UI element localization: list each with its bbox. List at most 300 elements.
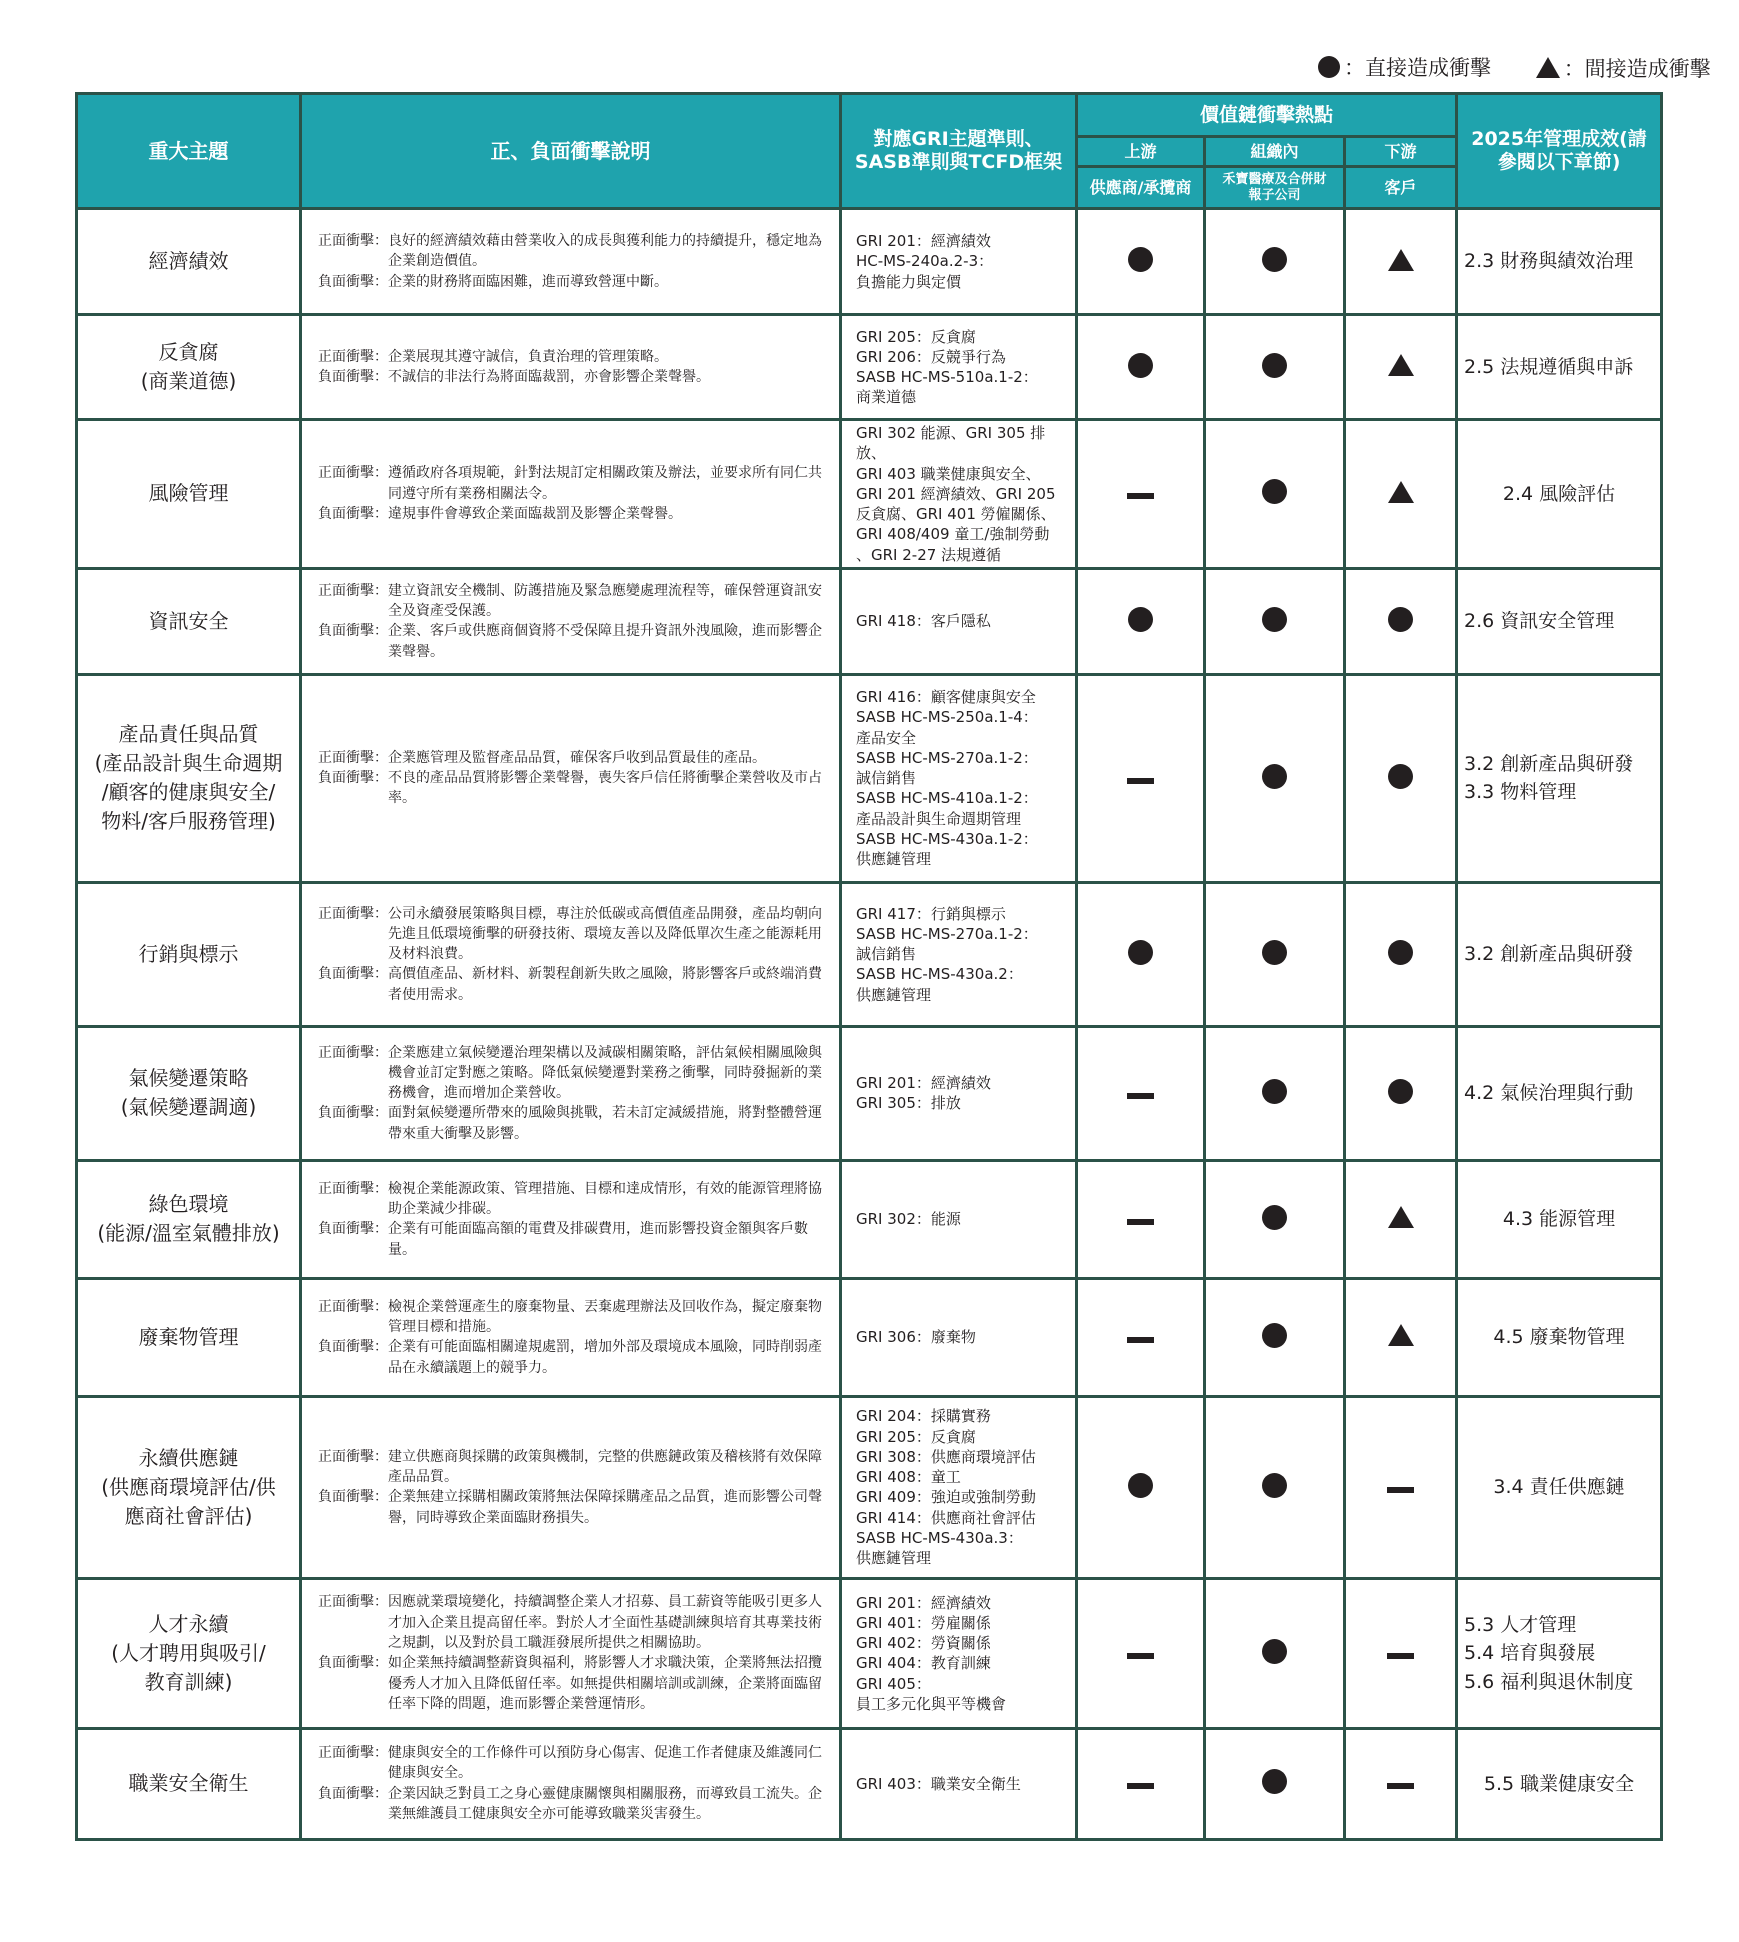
gri-line: GRI 302 能源、GRI 305 排放、 <box>856 424 1046 463</box>
filled-circle-icon <box>1262 1473 1287 1498</box>
gri-line: GRI 416：顧客健康與安全 <box>856 688 1036 707</box>
impact-text: 企業、客戶或供應商個資將不受保障且提升資訊外洩風險，進而影響企業聲譽。 <box>388 623 822 660</box>
impact-text: 因應就業環境變化，持續調整企業人才招募、員工薪資等能吸引更多人才加入企業且提高留任率。對於人才全面性基礎訓練與培育其專業技術之規劃，以及對於員工職涯發展所提供之相關協助。 <box>388 1594 822 1651</box>
result-cell <box>1457 1578 1662 1728</box>
dash-icon <box>1127 778 1154 784</box>
topic-line: /顧客的健康與安全/ <box>101 780 276 805</box>
table-row <box>77 1578 1662 1728</box>
gri-line: SASB HC-MS-270a.1-2： <box>856 924 1038 943</box>
result-cell <box>1457 1160 1662 1278</box>
filled-circle-icon <box>1262 479 1287 504</box>
topic-line: 永續供應鏈 <box>138 1445 239 1470</box>
topic-line: (供應商環境評估/供 <box>101 1474 276 1499</box>
result-cell <box>1457 1278 1662 1396</box>
impact-label: 正面衝擊： <box>318 1448 388 1465</box>
supplier-mark-cell <box>1077 1160 1205 1278</box>
gri-line: GRI 205：反貪腐 <box>856 1427 976 1446</box>
supplier-mark-cell <box>1077 1278 1205 1396</box>
impact-label: 負面衝擊： <box>318 506 388 523</box>
gri-line: 員工多元化與平等機會 <box>856 1694 1007 1713</box>
gri-line: GRI 408/409 童工/強制勞動 <box>856 525 1050 544</box>
customer-mark-cell <box>1345 882 1457 1026</box>
gri-cell <box>841 1026 1077 1160</box>
customer-mark-cell <box>1345 209 1457 315</box>
result-cell <box>1457 882 1662 1026</box>
impact-line <box>318 1743 831 1784</box>
topic-line: 資訊安全 <box>148 608 229 633</box>
dash-icon <box>1127 1219 1154 1225</box>
gri-line: GRI 205：反貪腐 <box>856 327 976 346</box>
impact-line <box>318 504 831 524</box>
table-row <box>77 420 1662 569</box>
header-internal: 組織內 <box>1205 137 1345 167</box>
impact-text: 遵循政府各項規範，針對法規訂定相關政策及辦法，並要求所有同仁共同遵守所有業務相關法令。 <box>388 465 822 502</box>
header-hotspot: 價值鏈衝擊熱點 <box>1077 94 1457 137</box>
gri-cell <box>841 1578 1077 1728</box>
impact-text: 企業有可能面臨相關違規處罰，增加外部及環境成本風險，同時削弱產品在永續議題上的競爭力。 <box>388 1339 822 1376</box>
dash-icon <box>1387 1653 1414 1659</box>
result-cell <box>1457 420 1662 569</box>
result-cell <box>1457 1396 1662 1578</box>
filled-circle-icon <box>1388 1079 1413 1104</box>
customer-mark-cell <box>1345 1578 1457 1728</box>
triangle-icon <box>1388 249 1414 271</box>
impact-label: 負面衝擊： <box>318 1221 388 1238</box>
topic-cell <box>77 420 301 569</box>
topic-cell <box>77 1026 301 1160</box>
result-line: 5.4 培育與發展 <box>1464 1642 1596 1664</box>
filled-circle-icon <box>1262 764 1287 789</box>
impact-line <box>318 1447 831 1488</box>
impact-line <box>318 272 831 292</box>
gri-line: 反貪腐、GRI 401 勞僱關係、 <box>856 505 1056 523</box>
filled-circle-icon <box>1128 1473 1153 1498</box>
topic-line: 教育訓練) <box>144 1669 233 1694</box>
impact-line <box>318 1297 831 1338</box>
impact-cell <box>301 1728 841 1839</box>
topic-cell <box>77 1396 301 1578</box>
gri-line: GRI 408：童工 <box>856 1468 961 1486</box>
supplier-mark-cell <box>1077 1396 1205 1578</box>
table-row <box>77 568 1662 674</box>
filled-circle-icon <box>1128 940 1153 965</box>
impact-label: 負面衝擊： <box>318 273 388 290</box>
impact-cell <box>301 315 841 420</box>
result-cell <box>1457 674 1662 882</box>
result-line: 2.4 風險評估 <box>1502 482 1616 505</box>
header-subsidiary <box>1205 167 1345 209</box>
impact-label: 負面衝擊： <box>318 1655 388 1672</box>
gri-line: SASB HC-MS-250a.1-4： <box>856 708 1038 727</box>
topic-line: 人才永續 <box>148 1611 229 1636</box>
header-impact: 正、負面衝擊說明 <box>301 94 841 209</box>
gri-line: 、GRI 2-27 法規遵循 <box>856 545 1002 564</box>
result-line: 4.3 能源管理 <box>1502 1208 1616 1230</box>
impact-line <box>318 1653 831 1714</box>
supplier-mark-cell <box>1077 674 1205 882</box>
gri-line: 供應鏈管理 <box>856 985 932 1004</box>
filled-circle-icon <box>1262 1769 1287 1794</box>
result-line: 5.5 職業健康安全 <box>1483 1772 1635 1795</box>
supplier-mark-cell <box>1077 568 1205 674</box>
filled-circle-icon <box>1388 764 1413 789</box>
filled-circle-icon <box>1262 940 1287 965</box>
customer-mark-cell <box>1345 420 1457 569</box>
impact-text: 違規事件會導致企業面臨裁罰及影響企業聲譽。 <box>388 506 682 523</box>
gri-line: SASB HC-MS-430a.2： <box>856 965 1023 984</box>
gri-line: GRI 201：經濟績效 <box>856 1074 991 1092</box>
impact-label: 正面衝擊： <box>318 1044 388 1061</box>
impact-text: 建立資訊安全機制、防護措施及緊急應變處理流程等，確保營運資訊安全及資產受保護。 <box>388 582 822 619</box>
impact-text: 高價值產品、新材料、新製程創新失敗之風險，將影響客戶或終端消費者使用需求。 <box>388 966 822 1003</box>
header-gri <box>841 94 1077 209</box>
impact-label: 正面衝擊： <box>318 749 388 766</box>
gri-cell <box>841 315 1077 420</box>
gri-line: GRI 417：行銷與標示 <box>856 904 1006 923</box>
result-line: 4.2 氣候治理與行動 <box>1464 1082 1634 1104</box>
impact-text: 企業因缺乏對員工之身心靈健康關懷與相關服務，而導致員工流失。企業無維護員工健康與安全亦可能導致職業災害發生。 <box>388 1785 822 1823</box>
gri-cell <box>841 674 1077 882</box>
filled-circle-icon <box>1128 607 1153 632</box>
filled-circle-icon <box>1128 247 1153 272</box>
result-line: 4.5 廢棄物管理 <box>1493 1326 1625 1348</box>
impact-line <box>318 347 831 367</box>
topic-line: (商業道德) <box>140 369 237 393</box>
topic-cell <box>77 315 301 420</box>
customer-mark-cell <box>1345 1160 1457 1278</box>
result-line: 3.4 責任供應鏈 <box>1493 1476 1625 1498</box>
gri-line: 供應鏈管理 <box>856 1549 932 1567</box>
impact-line <box>318 1487 831 1528</box>
result-line: 5.6 福利與退休制度 <box>1464 1670 1634 1693</box>
subsidiary-mark-cell <box>1205 674 1345 882</box>
gri-cell <box>841 1278 1077 1396</box>
gri-line: SASB HC-MS-510a.1-2： <box>856 368 1038 386</box>
impact-text: 企業有可能面臨高額的電費及排碳費用，進而影響投資金額與客戶數量。 <box>388 1221 808 1258</box>
customer-mark-cell <box>1345 1396 1457 1578</box>
topic-line: (人才聘用與吸引/ <box>111 1640 266 1665</box>
table-row <box>77 1278 1662 1396</box>
result-line: 3.2 創新產品與研發 <box>1464 943 1634 965</box>
impact-text: 檢視企業能源政策、管理措施、目標和達成情形，有效的能源管理將協助企業減少排碳。 <box>388 1180 822 1217</box>
customer-mark-cell <box>1345 568 1457 674</box>
impact-text: 企業應建立氣候變遷治理架構以及減碳相關策略，評估氣候相關風險與機會並訂定對應之策略。降低氣候變遷對業務之衝擊，同時發掘新的業務機會，進而增加企業營收。 <box>388 1044 822 1102</box>
supplier-mark-cell <box>1077 209 1205 315</box>
gri-line: GRI 305：排放 <box>856 1094 961 1113</box>
filled-circle-icon <box>1262 247 1287 272</box>
topic-cell <box>77 882 301 1026</box>
gri-cell <box>841 568 1077 674</box>
impact-text: 檢視企業營運產生的廢棄物量、丟棄處理辦法及回收作為，擬定廢棄物管理目標和措施。 <box>388 1298 822 1335</box>
table-row <box>77 674 1662 882</box>
subsidiary-mark-cell <box>1205 1160 1345 1278</box>
legend <box>1280 52 1711 83</box>
topic-line: 行銷與標示 <box>138 941 239 966</box>
impact-text: 健康與安全的工作條件可以預防身心傷害、促進工作者健康及維護同仁健康與安全。 <box>388 1745 822 1782</box>
impact-label: 負面衝擊： <box>318 1339 388 1356</box>
impact-label: 正面衝擊： <box>318 1745 388 1762</box>
gri-cell <box>841 1396 1077 1578</box>
topic-line: 反貪腐 <box>158 340 219 364</box>
gri-line: GRI 409：強迫或強制勞動 <box>856 1488 1036 1507</box>
gri-line: GRI 306：廢棄物 <box>856 1328 976 1347</box>
supplier-mark-cell <box>1077 420 1205 569</box>
impact-label: 負面衝擊： <box>318 623 388 640</box>
filled-circle-icon <box>1262 1639 1287 1664</box>
impact-text: 不良的產品品質將影響企業聲譽，喪失客戶信任將衝擊企業營收及市占率。 <box>388 770 822 807</box>
gri-line: GRI 201 經濟績效、GRI 205 <box>856 484 1056 503</box>
filled-circle-icon <box>1262 607 1287 632</box>
gri-line: 商業道德 <box>856 388 917 407</box>
triangle-icon <box>1388 1324 1414 1346</box>
table-row <box>77 882 1662 1026</box>
filled-circle-icon <box>1262 1205 1287 1230</box>
impact-line <box>318 581 831 622</box>
impact-cell <box>301 209 841 315</box>
filled-circle-icon <box>1262 1323 1287 1348</box>
impact-line <box>318 1592 831 1653</box>
dash-icon <box>1127 1093 1154 1099</box>
triangle-icon <box>1536 57 1560 78</box>
subsidiary-mark-cell <box>1205 1026 1345 1160</box>
gri-line: GRI 403 職業健康與安全、 <box>856 464 1041 483</box>
gri-line: 產品安全 <box>856 728 917 747</box>
subsidiary-mark-cell <box>1205 1578 1345 1728</box>
header-topic: 重大主題 <box>77 94 301 209</box>
filled-circle-icon <box>1318 56 1340 78</box>
table-row <box>77 1160 1662 1278</box>
topic-line: (氣候變遷調適) <box>120 1095 257 1120</box>
supplier-mark-cell <box>1077 1578 1205 1728</box>
table-body <box>77 209 1662 1840</box>
result-line: 3.3 物料管理 <box>1464 781 1577 804</box>
gri-line: 誠信銷售 <box>856 945 917 964</box>
result-cell <box>1457 209 1662 315</box>
impact-label: 正面衝擊： <box>318 1298 388 1315</box>
gri-line: GRI 201：經濟績效 <box>856 232 991 251</box>
impact-text: 面對氣候變遷所帶來的風險與挑戰，若未訂定減緩措施，將對整體營運帶來重大衝擊及影響。 <box>388 1105 822 1142</box>
gri-line: GRI 201：經濟績效 <box>856 1593 991 1612</box>
gri-line: GRI 404：教育訓練 <box>856 1654 991 1673</box>
customer-mark-cell <box>1345 1026 1457 1160</box>
gri-line: 負擔能力與定價 <box>856 272 962 291</box>
topic-cell <box>77 1728 301 1839</box>
impact-label: 正面衝擊： <box>318 1180 388 1197</box>
topic-cell <box>77 209 301 315</box>
legend-indirect <box>1536 53 1711 83</box>
legend-direct <box>1318 52 1491 82</box>
impact-label: 負面衝擊： <box>318 1785 388 1802</box>
impact-cell <box>301 1578 841 1728</box>
topic-cell <box>77 674 301 882</box>
header-gri-text: 對應GRI主題準則、SASB準則與TCFD框架 <box>854 128 1063 173</box>
customer-mark-cell <box>1345 315 1457 420</box>
impact-cell <box>301 420 841 569</box>
legend-indirect-label: ：間接造成衝擊 <box>1563 56 1711 81</box>
impact-cell <box>301 568 841 674</box>
gri-line: GRI 204：採購實務 <box>856 1407 991 1426</box>
result-cell <box>1457 1026 1662 1160</box>
subsidiary-mark-cell <box>1205 315 1345 420</box>
gri-line: SASB HC-MS-270a.1-2： <box>856 748 1038 767</box>
topic-line: 綠色環境 <box>148 1192 229 1217</box>
impact-line <box>318 1043 831 1104</box>
header-subsidiary-text: 禾寶醫療及合併財報子公司 <box>1222 171 1327 203</box>
supplier-mark-cell <box>1077 315 1205 420</box>
impact-label: 正面衝擊： <box>318 905 388 922</box>
result-cell <box>1457 1728 1662 1839</box>
filled-circle-icon <box>1128 353 1153 378</box>
triangle-icon <box>1388 1206 1414 1228</box>
impact-label: 正面衝擊： <box>318 465 388 482</box>
topic-cell <box>77 1578 301 1728</box>
result-line: 2.3 財務與績效治理 <box>1464 250 1634 273</box>
header-upstream: 上游 <box>1077 137 1205 167</box>
gri-cell <box>841 420 1077 569</box>
gri-line: 供應鏈管理 <box>856 850 932 869</box>
customer-mark-cell <box>1345 1728 1457 1839</box>
impact-label: 負面衝擊： <box>318 770 388 787</box>
impact-cell <box>301 1026 841 1160</box>
impact-line <box>318 748 831 768</box>
impact-cell <box>301 882 841 1026</box>
gri-line: SASB HC-MS-410a.1-2： <box>856 789 1038 808</box>
impact-label: 正面衝擊： <box>318 348 388 365</box>
gri-cell <box>841 882 1077 1026</box>
subsidiary-mark-cell <box>1205 1396 1345 1578</box>
supplier-mark-cell <box>1077 1728 1205 1839</box>
triangle-icon <box>1388 354 1414 376</box>
material-topics-table <box>75 92 1663 1841</box>
legend-direct-label: ：直接造成衝擊 <box>1344 56 1491 80</box>
impact-text: 企業應管理及監督產品品質，確保客戶收到品質最佳的產品。 <box>388 749 766 766</box>
supplier-mark-cell <box>1077 882 1205 1026</box>
dash-icon <box>1127 1783 1154 1789</box>
dash-icon <box>1127 1653 1154 1659</box>
topic-line: 應商社會評估) <box>124 1503 253 1528</box>
impact-line <box>318 768 831 809</box>
impact-cell <box>301 674 841 882</box>
customer-mark-cell <box>1345 674 1457 882</box>
gri-line: GRI 308：供應商環境評估 <box>856 1447 1036 1466</box>
impact-label: 負面衝擊： <box>318 1105 388 1122</box>
dash-icon <box>1387 1783 1414 1789</box>
topic-cell <box>77 568 301 674</box>
gri-line: 誠信銷售 <box>856 769 917 788</box>
impact-line <box>318 904 831 965</box>
topic-cell <box>77 1160 301 1278</box>
impact-text: 不誠信的非法行為將面臨裁罰，亦會影響企業聲譽。 <box>388 369 710 385</box>
impact-text: 良好的經濟績效藉由營業收入的成長與獲利能力的持續提升，穩定地為企業創造價值。 <box>388 233 822 270</box>
gri-line: SASB HC-MS-430a.3： <box>856 1528 1023 1547</box>
impact-cell <box>301 1278 841 1396</box>
impact-line <box>318 367 831 387</box>
gri-cell <box>841 1728 1077 1839</box>
gri-line: 產品設計與生命週期管理 <box>856 809 1022 828</box>
header-customer: 客戶 <box>1345 167 1457 209</box>
gri-line: GRI 206：反競爭行為 <box>856 347 1006 366</box>
impact-text: 企業展現其遵守誠信，負責治理的管理策略。 <box>388 348 668 365</box>
filled-circle-icon <box>1262 353 1287 378</box>
triangle-icon <box>1388 481 1414 503</box>
header-supplier: 供應商/承攬商 <box>1077 167 1205 209</box>
dash-icon <box>1127 1337 1154 1343</box>
table-row <box>77 1026 1662 1160</box>
impact-line <box>318 621 831 662</box>
impact-text: 企業無建立採購相關政策將無法保障採購產品之品質，進而影響公司聲譽，同時導致企業面臨財務損失。 <box>388 1489 822 1526</box>
gri-cell <box>841 1160 1077 1278</box>
topic-line: (能源/溫室氣體排放) <box>97 1221 280 1246</box>
result-cell <box>1457 568 1662 674</box>
gri-line: GRI 405： <box>856 1674 931 1693</box>
impact-label: 負面衝擊： <box>318 369 388 385</box>
impact-line <box>318 964 831 1005</box>
impact-label: 正面衝擊： <box>318 582 388 599</box>
topic-line: 氣候變遷策略 <box>128 1066 249 1091</box>
impact-cell <box>301 1160 841 1278</box>
subsidiary-mark-cell <box>1205 1728 1345 1839</box>
dash-icon <box>1387 1487 1414 1493</box>
result-line: 2.6 資訊安全管理 <box>1464 610 1615 632</box>
result-line: 5.3 人才管理 <box>1464 1613 1577 1636</box>
topic-line: 經濟績效 <box>148 249 229 273</box>
gri-line: GRI 418：客戶隱私 <box>856 612 991 631</box>
gri-line: GRI 414：供應商社會評估 <box>856 1508 1036 1527</box>
result-line: 3.2 創新產品與研發 <box>1464 752 1634 775</box>
impact-text: 企業的財務將面臨困難，進而導致營運中斷。 <box>388 273 668 290</box>
impact-line <box>318 1219 831 1260</box>
impact-text: 建立供應商與採購的政策與機制，完整的供應鏈政策及稽核將有效保障產品品質。 <box>388 1448 822 1485</box>
result-line: 2.5 法規遵循與申訴 <box>1464 355 1634 378</box>
impact-cell <box>301 1396 841 1578</box>
topic-line: 風險管理 <box>148 481 229 506</box>
header-result <box>1457 94 1662 209</box>
topic-line: (產品設計與生命週期 <box>94 751 283 776</box>
impact-line <box>318 231 831 272</box>
table-row <box>77 315 1662 420</box>
subsidiary-mark-cell <box>1205 209 1345 315</box>
subsidiary-mark-cell <box>1205 1278 1345 1396</box>
impact-line <box>318 1337 831 1378</box>
subsidiary-mark-cell <box>1205 568 1345 674</box>
supplier-mark-cell <box>1077 1026 1205 1160</box>
impact-line <box>318 1179 831 1220</box>
gri-line: GRI 402：勞資關係 <box>856 1634 991 1652</box>
result-cell <box>1457 315 1662 420</box>
impact-line <box>318 1784 831 1825</box>
filled-circle-icon <box>1388 607 1413 632</box>
topic-line: 產品責任與品質 <box>118 722 259 747</box>
customer-mark-cell <box>1345 1278 1457 1396</box>
table-row <box>77 209 1662 315</box>
dash-icon <box>1127 493 1154 499</box>
impact-label: 負面衝擊： <box>318 966 388 983</box>
impact-label: 正面衝擊： <box>318 233 388 250</box>
subsidiary-mark-cell <box>1205 420 1345 569</box>
table-row <box>77 1396 1662 1578</box>
gri-line: GRI 401：勞雇關係 <box>856 1613 991 1632</box>
table-row <box>77 1728 1662 1839</box>
impact-label: 正面衝擊： <box>318 1594 388 1611</box>
gri-line: GRI 403：職業安全衛生 <box>856 1774 1021 1793</box>
subsidiary-mark-cell <box>1205 882 1345 1026</box>
filled-circle-icon <box>1388 940 1413 965</box>
topic-cell <box>77 1278 301 1396</box>
gri-line: SASB HC-MS-430a.1-2： <box>856 829 1038 848</box>
impact-label: 負面衝擊： <box>318 1489 388 1506</box>
filled-circle-icon <box>1262 1079 1287 1104</box>
topic-line: 物料/客戶服務管理) <box>101 809 276 834</box>
